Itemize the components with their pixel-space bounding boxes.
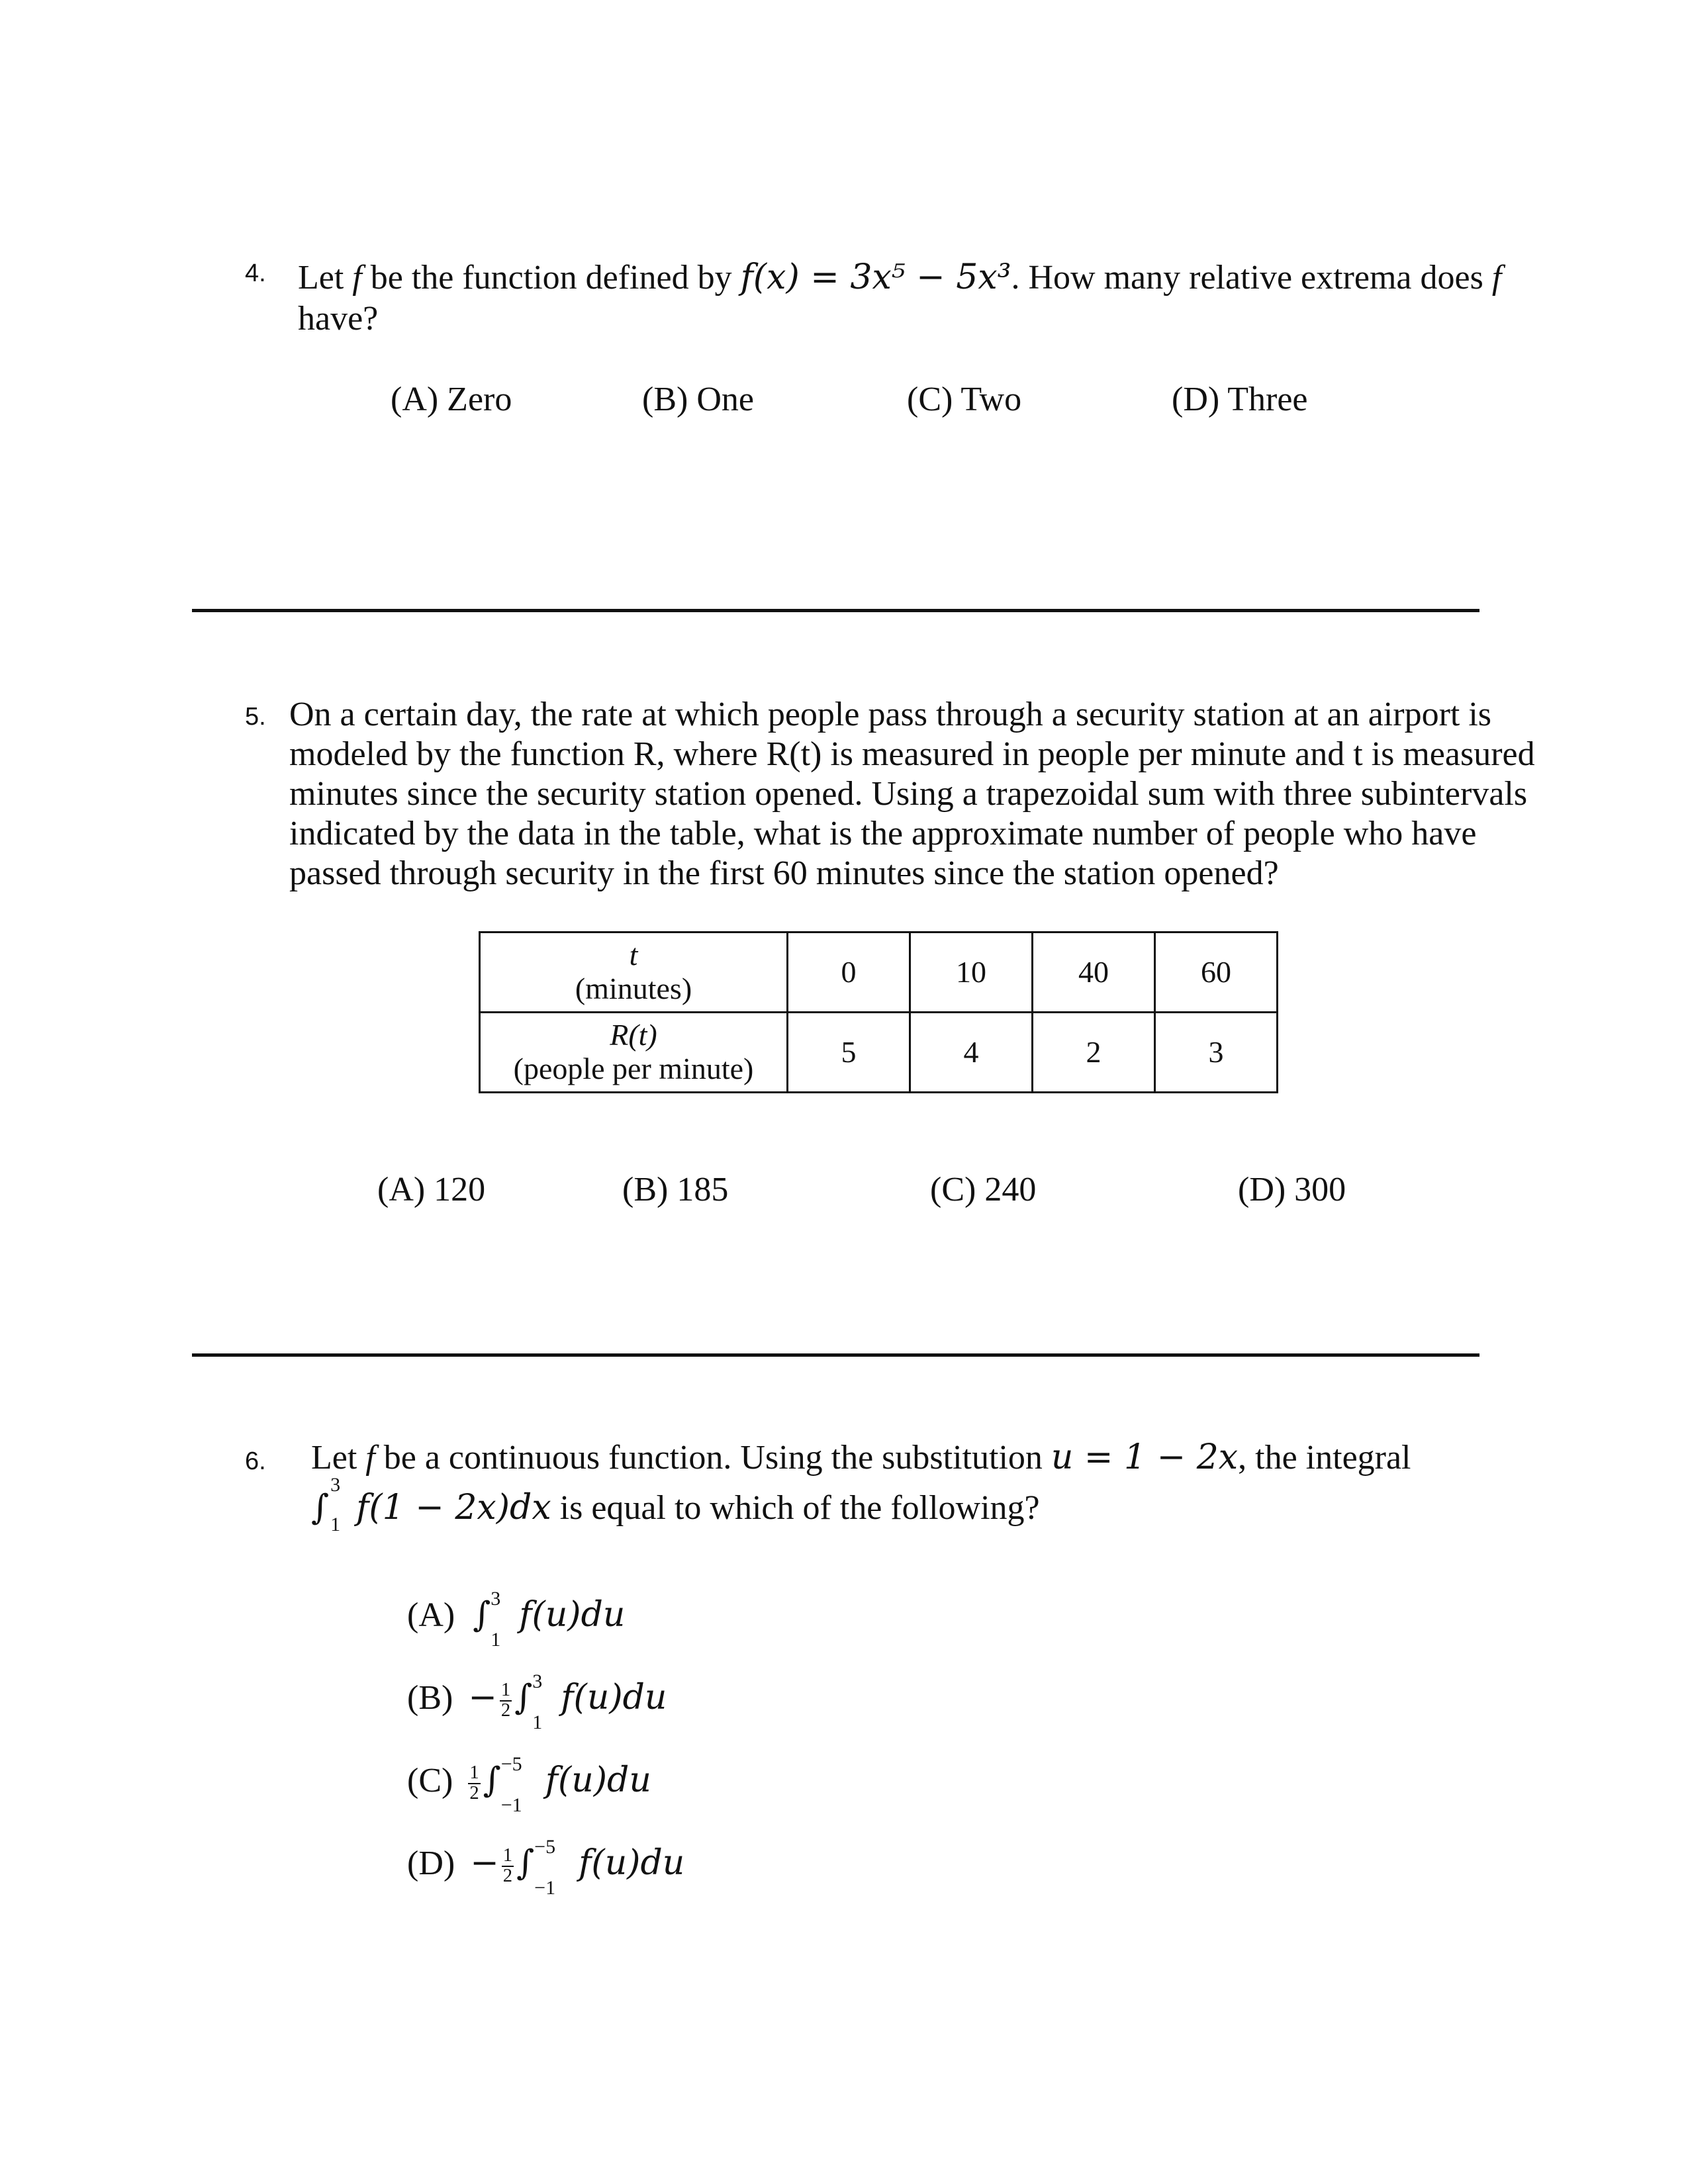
q6-choice-c[interactable]: [407, 1753, 651, 1816]
q6-choice-b-label: (B): [407, 1679, 453, 1717]
q6-c-frac-den: 2: [469, 1783, 479, 1804]
q6-text-c: , the integral: [1238, 1439, 1411, 1477]
q6-d-frac-num: 1: [502, 1845, 513, 1866]
q5-line-3: minutes since the security station opened. Using a trapezoidal sum with three subintervals: [289, 775, 1528, 813]
question-5-number: 5.: [245, 703, 266, 731]
q6-text-b: be a continuous function. Using the substitution: [383, 1439, 1043, 1477]
q6-choice-b[interactable]: [407, 1670, 667, 1733]
question-6-stem-line-2: [311, 1474, 1040, 1535]
q4-var-f: f: [352, 259, 362, 296]
q6-c-upper: −5: [500, 1753, 522, 1775]
q6-c-frac-num: 1: [469, 1762, 479, 1784]
q4-choice-d[interactable]: (D) Three: [1172, 381, 1308, 418]
table-header-rt: [480, 1013, 788, 1093]
divider-2: [192, 1353, 1479, 1357]
question-6-number: 6.: [245, 1447, 266, 1475]
q6-a-upper: 3: [491, 1588, 501, 1610]
q4-text-a: Let: [298, 259, 344, 296]
integral-sign-icon: ∫: [516, 1843, 535, 1883]
q5-line-4: indicated by the data in the table, what is the approximate number of people who have: [289, 815, 1477, 852]
q5-line-1: On a certain day, the rate at which people pass through a security station at an airport is: [289, 696, 1492, 733]
table-cell: 4: [910, 1013, 1033, 1093]
q4-text-b: be the function defined by: [370, 259, 732, 296]
q6-choice-d[interactable]: [407, 1836, 685, 1899]
table-cell: 40: [1033, 933, 1155, 1013]
q6-choice-d-label: (D): [407, 1844, 455, 1882]
q6-choice-c-label: (C): [407, 1762, 453, 1799]
q6-a-lower: 1: [491, 1629, 501, 1651]
divider-1: [192, 609, 1479, 612]
q5-choice-a[interactable]: (A) 120: [377, 1171, 486, 1208]
table-header-t: [480, 933, 788, 1013]
integral-sign-icon: ∫: [514, 1678, 533, 1717]
table-cell: 0: [788, 933, 910, 1013]
q6-substitution: u = 1 − 2x: [1051, 1437, 1239, 1477]
q6-d-lower: −1: [534, 1877, 556, 1899]
table-cell: 2: [1033, 1013, 1155, 1093]
q6-a-integrand: f(u)du: [519, 1595, 626, 1635]
question-5-stem: [289, 695, 1580, 893]
q5-choice-b[interactable]: (B) 185: [622, 1171, 729, 1208]
q6-text-d: is equal to which of the following?: [559, 1489, 1040, 1527]
q6-d-integrand: f(u)du: [579, 1843, 685, 1883]
q6-c-integrand: f(u)du: [545, 1760, 651, 1800]
q6-b-lower: 1: [532, 1711, 543, 1733]
q6-b-frac-den: 2: [500, 1700, 511, 1721]
rate-table: [479, 931, 1278, 1093]
q6-b-upper: 3: [532, 1670, 543, 1692]
integral-sign-icon: ∫: [483, 1760, 501, 1800]
table-cell: 60: [1155, 933, 1278, 1013]
q6-choice-a-label: (A): [407, 1596, 455, 1634]
q6-d-fraction: [502, 1846, 514, 1886]
q4-var-f-2: f: [1491, 259, 1502, 296]
q6-b-frac-num: 1: [500, 1680, 511, 1701]
q6-choice-a[interactable]: [407, 1588, 626, 1651]
q4-text-c: . How many relative extrema does: [1011, 259, 1483, 296]
q6-integrand: f(1 − 2x)dx: [356, 1488, 551, 1527]
q4-formula: f(x) = 3x⁵ − 5x³: [740, 257, 1011, 297]
q4-text-d: have?: [298, 300, 379, 338]
table-header-t-unit: (minutes): [575, 972, 692, 1005]
table-header-rt-var: R(t): [610, 1018, 657, 1052]
integral-sign-icon: ∫: [311, 1488, 330, 1527]
q6-b-integrand: f(u)du: [561, 1678, 667, 1717]
q6-text-a: Let: [311, 1439, 357, 1477]
question-6-stem-line-1: [311, 1437, 1411, 1477]
q4-choice-c[interactable]: (C) Two: [907, 381, 1022, 418]
table-cell: 3: [1155, 1013, 1278, 1093]
q6-var-f: f: [365, 1439, 375, 1477]
question-4-stem: [298, 257, 1556, 340]
q6-d-sign: −: [470, 1843, 499, 1883]
q5-line-2: modeled by the function R, where R(t) is measured in people per minute and t is measured: [289, 735, 1535, 773]
table-header-rt-unit: (people per minute): [513, 1052, 754, 1085]
q6-d-upper: −5: [534, 1836, 556, 1858]
q4-choice-b[interactable]: (B) One: [642, 381, 754, 418]
q6-integral-upper: 3: [330, 1474, 341, 1496]
table-cell: 10: [910, 933, 1033, 1013]
q6-integral-lower: 1: [330, 1514, 341, 1535]
q5-choice-d[interactable]: (D) 300: [1238, 1171, 1346, 1208]
q5-line-5: passed through security in the first 60 minutes since the station opened?: [289, 854, 1279, 892]
q6-c-lower: −1: [500, 1794, 522, 1816]
table-header-t-var: t: [629, 938, 638, 972]
question-4-number: 4.: [245, 259, 266, 287]
q6-b-sign: −: [468, 1678, 497, 1717]
q6-b-fraction: [500, 1681, 512, 1720]
q5-choice-c[interactable]: (C) 240: [930, 1171, 1037, 1208]
q4-choice-a[interactable]: (A) Zero: [391, 381, 512, 418]
table-cell: 5: [788, 1013, 910, 1093]
q6-d-frac-den: 2: [502, 1866, 513, 1887]
integral-sign-icon: ∫: [473, 1595, 491, 1635]
q6-c-fraction: [468, 1764, 480, 1803]
